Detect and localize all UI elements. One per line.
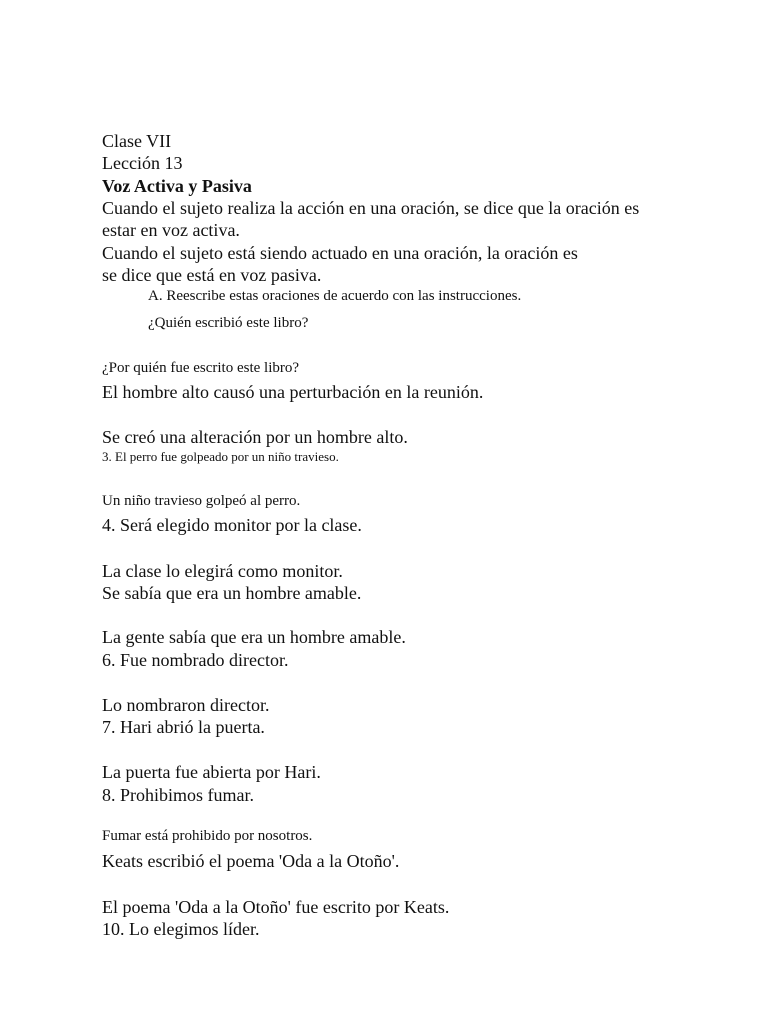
exercise-line: La puerta fue abierta por Hari.	[102, 762, 321, 782]
exercise-line: 6. Fue nombrado director.	[102, 650, 289, 670]
active-voice-definition-line1: Cuando el sujeto realiza la acción en una oración, se dice que la oración es	[102, 198, 640, 218]
exercise-line: El hombre alto causó una perturbación en la reunión.	[102, 382, 484, 402]
exercise-line: ¿Por quién fue escrito este libro?	[102, 360, 300, 376]
exercise-line: La gente sabía que era un hombre amable.	[102, 627, 406, 647]
passive-voice-definition-line2: se dice que está en voz pasiva.	[102, 265, 322, 285]
exercise-line: 4. Será elegido monitor por la clase.	[102, 515, 362, 535]
passive-voice-definition-line1: Cuando el sujeto está siendo actuado en una oración, la oración es	[102, 243, 578, 263]
exercise-line: Keats escribió el poema 'Oda a la Otoño'.	[102, 851, 400, 871]
exercise-line: 10. Lo elegimos líder.	[102, 919, 260, 939]
exercise-line: ¿Quién escribió este libro?	[148, 315, 309, 331]
exercise-line: El poema 'Oda a la Otoño' fue escrito por Keats.	[102, 897, 450, 917]
exercise-line: 8. Prohibimos fumar.	[102, 785, 254, 805]
exercise-line: La clase lo elegirá como monitor.	[102, 561, 343, 581]
lesson-label: Lección 13	[102, 153, 183, 173]
topic-title: Voz Activa y Pasiva	[102, 176, 252, 196]
exercise-line: Un niño travieso golpeó al perro.	[102, 493, 301, 509]
exercise-line: Se sabía que era un hombre amable.	[102, 583, 362, 603]
exercise-line: Se creó una alteración por un hombre alto.	[102, 427, 408, 447]
class-label: Clase VII	[102, 131, 172, 151]
exercise-instruction: A. Reescribe estas oraciones de acuerdo con las instrucciones.	[148, 288, 522, 304]
active-voice-definition-line2: estar en voz activa.	[102, 220, 240, 240]
exercise-line: Lo nombraron director.	[102, 695, 270, 715]
exercise-line: Fumar está prohibido por nosotros.	[102, 828, 313, 844]
exercise-line: 7. Hari abrió la puerta.	[102, 717, 265, 737]
exercise-line: 3. El perro fue golpeado por un niño travieso.	[102, 449, 339, 464]
